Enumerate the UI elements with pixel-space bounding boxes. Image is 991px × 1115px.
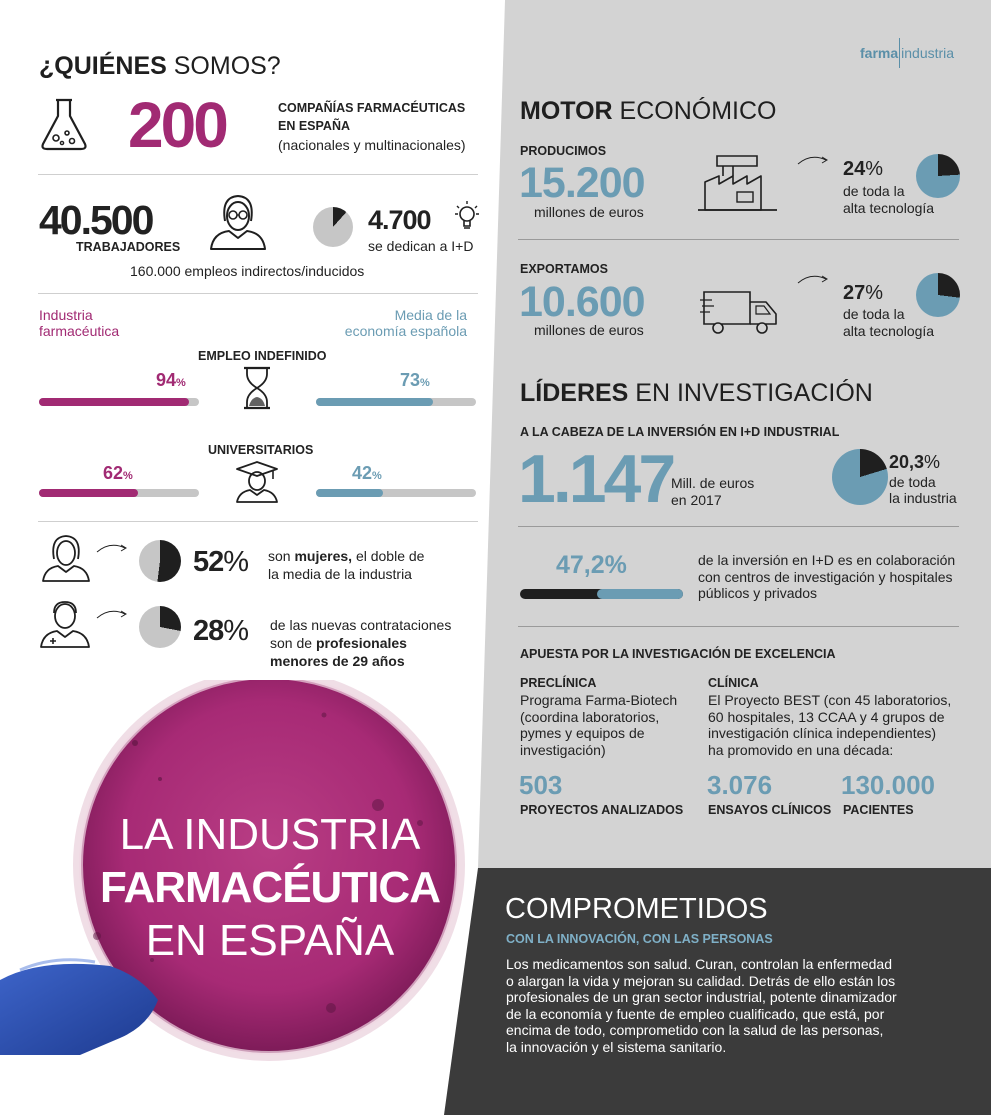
comprometidos-subtitle: CON LA INNOVACIÓN, CON LAS PERSONAS bbox=[506, 932, 773, 946]
lideres-subtitle: A LA CABEZA DE LA INVERSIÓN EN I+D INDUSTRIAL bbox=[520, 425, 840, 439]
lideres-unit2: en 2017 bbox=[671, 492, 722, 508]
exportamos-pct bbox=[843, 282, 883, 305]
universitarios-left-bar bbox=[39, 489, 199, 497]
quienes-title-bold: ¿QUIÉNES bbox=[39, 52, 167, 80]
collab-label: 47,2% bbox=[556, 551, 627, 579]
brand-part1: farma bbox=[860, 45, 899, 61]
mujeres-pie bbox=[139, 540, 181, 582]
empleo-right-value bbox=[400, 370, 430, 391]
mujeres-value bbox=[193, 546, 248, 579]
mujeres-t1: son bbox=[268, 548, 295, 564]
collab-l1: de la inversión en I+D es en colaboración bbox=[698, 552, 956, 568]
hourglass-icon bbox=[241, 366, 273, 410]
exportamos-pie bbox=[916, 273, 960, 317]
mujeres-line1 bbox=[268, 547, 424, 565]
lideres-pct bbox=[889, 452, 940, 473]
lideres-unit1: Mill. de euros bbox=[671, 475, 755, 491]
empleo-left-number: 94 bbox=[156, 370, 177, 390]
producimos-number: 15.200 bbox=[519, 159, 645, 207]
clinica-label1: ENSAYOS CLÍNICOS bbox=[708, 803, 832, 817]
collab-l3: públicos y privados bbox=[698, 585, 818, 601]
exportamos-l1: de toda la bbox=[843, 306, 905, 322]
collab-l2: con centros de investigación y hospitales bbox=[698, 568, 953, 585]
truck-icon bbox=[700, 286, 782, 338]
pct-sign: % bbox=[123, 470, 133, 482]
universitarios-right-bar bbox=[316, 489, 476, 497]
exportamos-pct-text bbox=[843, 306, 934, 340]
producimos-l2: alta tecnología bbox=[843, 200, 935, 216]
companies-line3: (nacionales y multinacionales) bbox=[278, 137, 466, 153]
comprometidos-line: la innovación y el sistema sanitario. bbox=[506, 1038, 727, 1055]
lideres-unit bbox=[671, 475, 754, 509]
exportamos-l2: alta tecnología bbox=[843, 323, 935, 339]
arrow-icon bbox=[797, 271, 829, 285]
clinica-l2: 60 hospitales, 13 CCAA y 4 grupos de bbox=[708, 708, 945, 725]
comprometidos-title: COMPROMETIDOS bbox=[505, 893, 768, 925]
pct-sign: % bbox=[865, 282, 884, 304]
legend-left-line1: Industria bbox=[39, 307, 93, 323]
comprometidos-body bbox=[506, 956, 897, 1056]
pct-sign: % bbox=[372, 470, 382, 482]
legend-right-line2: economía española bbox=[344, 323, 467, 339]
pct-sign: % bbox=[176, 377, 186, 389]
motor-title bbox=[520, 97, 777, 126]
pct-sign: % bbox=[223, 615, 249, 647]
divider bbox=[518, 526, 959, 527]
empleo-title: EMPLEO INDEFINIDO bbox=[198, 349, 327, 363]
clinica-label2: PACIENTES bbox=[843, 803, 914, 817]
preclinica-l1: Programa Farma-Biotech bbox=[520, 692, 678, 708]
pct-sign: % bbox=[924, 452, 941, 472]
comprometidos-line: Los medicamentos son salud. Curan, controlan la enfermedad bbox=[506, 956, 892, 972]
empleo-right-number: 73 bbox=[400, 370, 421, 390]
divider bbox=[518, 626, 959, 627]
lideres-title-light: EN INVESTIGACIÓN bbox=[628, 379, 873, 407]
graduate-icon bbox=[233, 459, 281, 503]
exportamos-pct-number: 27 bbox=[843, 282, 866, 304]
jovenes-line2 bbox=[270, 634, 451, 652]
clinica-n1: 3.076 bbox=[707, 770, 773, 800]
jovenes-text bbox=[270, 616, 451, 670]
divider bbox=[38, 521, 478, 522]
comprometidos-line: encima de todo, comprometido con la salud de las personas, bbox=[506, 1022, 884, 1039]
clinica-title: CLÍNICA bbox=[708, 676, 759, 690]
producimos-label: PRODUCIMOS bbox=[520, 144, 607, 158]
clinica-l4: ha promovido en una década: bbox=[708, 741, 894, 758]
mujeres-text bbox=[268, 547, 424, 583]
factory-icon bbox=[697, 152, 781, 214]
lideres-pct-text bbox=[889, 474, 957, 506]
companies-line2: EN ESPAÑA bbox=[278, 119, 351, 133]
hero-line3: EN ESPAÑA bbox=[145, 916, 395, 965]
rd-pie bbox=[313, 207, 353, 247]
preclinica-title: PRECLÍNICA bbox=[520, 676, 597, 690]
jovenes-t3: profesionales bbox=[315, 635, 407, 651]
rd-number: 4.700 bbox=[368, 205, 431, 235]
clinica-text bbox=[708, 692, 951, 758]
comprometidos-line: profesionales de un gran sector industrial, potente dinamizador bbox=[506, 989, 897, 1006]
exportamos-unit: millones de euros bbox=[534, 322, 644, 338]
producimos-pct bbox=[843, 158, 883, 181]
preclinica-label: PROYECTOS ANALIZADOS bbox=[520, 803, 684, 817]
flask-icon bbox=[38, 96, 90, 152]
producimos-unit: millones de euros bbox=[534, 204, 644, 220]
universitarios-right-number: 42 bbox=[352, 463, 373, 483]
universitarios-title: UNIVERSITARIOS bbox=[208, 443, 314, 457]
preclinica-l3: pymes y equipos de bbox=[520, 725, 645, 741]
pct-sign: % bbox=[420, 377, 430, 389]
clinica-n2: 130.000 bbox=[841, 770, 935, 800]
exportamos-number: 10.600 bbox=[519, 278, 645, 326]
clinica-l1: El Proyecto BEST (con 45 laboratorios, bbox=[708, 692, 952, 708]
empleo-right-bar bbox=[316, 398, 476, 406]
collab-fill bbox=[597, 589, 683, 599]
doctor-icon bbox=[38, 599, 92, 649]
jovenes-line3: menores de 29 años bbox=[270, 653, 405, 669]
workers-label: TRABAJADORES bbox=[76, 240, 181, 254]
mujeres-number: 52 bbox=[193, 546, 224, 578]
preclinica-l4: investigación) bbox=[520, 741, 606, 758]
lightbulb-icon bbox=[455, 200, 479, 234]
collab-text bbox=[698, 552, 955, 602]
producimos-pct-number: 24 bbox=[843, 158, 866, 180]
hero-line2: FARMACÉUTICA bbox=[100, 863, 440, 912]
quienes-title-light: SOMOS? bbox=[166, 52, 281, 80]
producimos-l1: de toda la bbox=[843, 183, 905, 199]
arrow-icon bbox=[96, 540, 128, 554]
divider bbox=[38, 174, 478, 175]
woman-glasses-icon bbox=[207, 191, 269, 251]
lideres-title bbox=[520, 379, 873, 408]
arrow-icon bbox=[797, 152, 829, 166]
legend-left-line2: farmacéutica bbox=[39, 323, 120, 339]
exportamos-label: EXPORTAMOS bbox=[520, 262, 608, 276]
rd-label: se dedican a I+D bbox=[368, 238, 474, 254]
empleo-right-fill bbox=[316, 398, 433, 406]
mujeres-t3: el doble de bbox=[352, 548, 425, 564]
woman-icon bbox=[40, 533, 92, 583]
legend-right-line1: Media de la bbox=[394, 307, 467, 323]
empleo-left-value bbox=[156, 370, 186, 391]
jovenes-t2: son de bbox=[270, 635, 316, 651]
comprometidos-line: o alargan la vida y mejoran su calidad. Detrás de ello están los bbox=[506, 972, 896, 989]
motor-title-bold: MOTOR bbox=[520, 97, 613, 125]
legend-right bbox=[317, 307, 467, 339]
companies-number: 200 bbox=[128, 89, 226, 161]
mujeres-line2: la media de la industria bbox=[268, 566, 412, 582]
universitarios-right-fill bbox=[316, 489, 383, 497]
mujeres-t2: mujeres, bbox=[294, 548, 353, 564]
brand-part2: industria bbox=[901, 45, 955, 61]
clinica-l3: investigación clínica independientes) bbox=[708, 725, 937, 741]
lideres-pie-l2: la industria bbox=[889, 490, 957, 506]
lideres-title-bold: LÍDERES bbox=[520, 379, 629, 407]
apuesta-title: APUESTA POR LA INVESTIGACIÓN DE EXCELENCIA bbox=[520, 647, 836, 661]
quienes-title bbox=[39, 52, 281, 81]
legend-left bbox=[39, 307, 119, 339]
universitarios-left-fill bbox=[39, 489, 138, 497]
pct-sign: % bbox=[223, 546, 249, 578]
workers-number: 40.500 bbox=[39, 197, 153, 243]
pct-sign: % bbox=[865, 158, 884, 180]
preclinica-number: 503 bbox=[519, 770, 563, 800]
empleo-left-bar bbox=[39, 398, 199, 406]
preclinica-l2: (coordina laboratorios, bbox=[520, 708, 660, 725]
collab-bar bbox=[520, 589, 683, 599]
arrow-icon bbox=[96, 606, 128, 620]
companies-line1: COMPAÑÍAS FARMACÉUTICAS bbox=[278, 101, 466, 115]
universitarios-left-number: 62 bbox=[103, 463, 124, 483]
lideres-pie bbox=[832, 449, 888, 505]
jovenes-line1: de las nuevas contrataciones bbox=[270, 617, 452, 633]
divider bbox=[518, 239, 959, 240]
brand-divider bbox=[899, 38, 900, 68]
hero-title bbox=[78, 808, 462, 967]
jovenes-pie bbox=[139, 606, 181, 648]
workers-indirect: 160.000 empleos indirectos/inducidos bbox=[130, 263, 365, 279]
lideres-pct-number: 20,3 bbox=[889, 452, 925, 472]
universitarios-right-value bbox=[352, 463, 382, 484]
motor-title-light: ECONÓMICO bbox=[612, 97, 777, 125]
hero-line1: LA INDUSTRIA bbox=[119, 810, 421, 859]
divider bbox=[38, 293, 478, 294]
comprometidos-line: de la economía y fuente de empleo cualificado, que está, por bbox=[506, 1005, 885, 1022]
jovenes-value bbox=[193, 615, 248, 648]
lideres-number: 1.147 bbox=[518, 441, 674, 517]
jovenes-number: 28 bbox=[193, 615, 224, 647]
producimos-pie bbox=[916, 154, 960, 198]
empleo-left-fill bbox=[39, 398, 189, 406]
lideres-pie-l1: de toda bbox=[889, 474, 936, 490]
universitarios-left-value bbox=[103, 463, 133, 484]
brand-logo bbox=[860, 38, 954, 68]
preclinica-text bbox=[520, 692, 677, 758]
